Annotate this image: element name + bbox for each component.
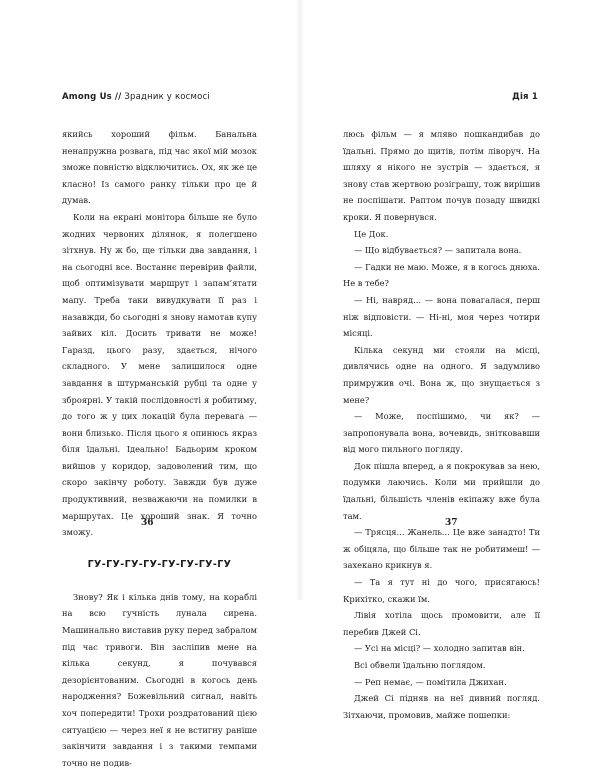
paragraph: Всі обвели їдальню поглядом. [354, 660, 486, 670]
paragraph: Це Док. [354, 228, 389, 239]
left-page [0, 0, 300, 768]
page-number: 36 [141, 518, 154, 528]
paragraph: якийсь хороший фільм. Банальна ненапружна розвага, під час якої мій мозок зможе повністю відключитись. Ох, як же це класно! Із самого ранку тільки про це й думав. [62, 129, 257, 206]
chapter-title: Дія 1 [512, 92, 538, 102]
paragraph: люсь фільм — я мляво пошкандибав до їдальні. Прямо до щитів, потім ліворуч. На шляху я нікого не зустрів — здається, я знову став жертвою розіграшу, тож вирішив не поспішати. Раптом почув позаду швидкі кроки. Я повернувся. [343, 129, 540, 222]
right-page [300, 0, 600, 720]
paragraph: — Та я тут ні до чого, присягаюсь! Крихітко, скажи їм. [343, 577, 540, 604]
paragraph: Знову? Як і кілька днів тому, на кораблі на всю гучність лунала сирена. Машинально виставив руку перед забралом під час тривоги. Він засліпив мене на кілька секунд, я почувався дезорієнтованим. Сьогодні в когось день народження? Божевільний сигнал, навіть хоч попередити! Трохи роздратований цією ситуацією — через неї я не встигну раніше закінчити завдання і з такими темпами точно не подив- [62, 591, 257, 768]
paragraph: — Що відбувається? — запитала вона. [354, 245, 522, 256]
paragraph: — Усі на місці? — холодно запитав він. [354, 643, 525, 654]
running-head-separator: // [114, 92, 122, 102]
paragraph: Док пішла вперед, а я покрокував за нею, подумки лаючись. Коли ми прийшли до їдальні, більшість членів екіпажу вже була там. [343, 460, 540, 521]
paragraph: — Ні, навряд... — вона повагалася, перш ніж відповісти. — Ні-ні, моя через чотири місяці. [343, 294, 540, 339]
left-text-block [62, 126, 257, 771]
section-heading: ГУ-ГУ-ГУ-ГУ-ГУ-ГУ-ГУ-ГУ [87, 558, 232, 570]
paragraph: Джей Сі підняв на неї дивний погляд. Зітхаючи, промовив, майже пошепки: [343, 693, 540, 720]
page-number: 37 [445, 518, 458, 528]
paragraph: — Реп немає, — помітила Джихан. [354, 676, 507, 687]
book-title: Зрадник у космосі [124, 92, 210, 102]
left-running-head [62, 92, 210, 102]
series-title: Among Us [62, 92, 112, 102]
paragraph: Лівія хотіла щось промовити, але її перебив Джей Сі. [343, 610, 540, 637]
right-text-block [343, 126, 540, 723]
paragraph: — Трясця... Жанель... Це вже занадто! Ти ж обіцяла, що більше так не робитимеш! — захекано крикнув я. [343, 527, 540, 571]
paragraph: Кілька секунд ми стояли на місці, дивлячись одне на одного. Я задумливо примружив очі. Вона ж, що знущається з мене? [343, 344, 540, 405]
right-running-head [512, 92, 538, 102]
paragraph: — Може, поспішимо, чи як? — запропонувала вона, вочевидь, знітковавши від мого пильного погляду. [343, 411, 540, 455]
paragraph: Коли на екрані монітора більше не було жодних червоних ділянок, я полегшено зітхнув. Ну ж бо, ще тільки два завдання, і на сьогодні все. Востаннє перевірив файли, щоб оптимізувати маршрут і запам’ятати мапу. Треба таки вивудкувати її раз і назавжди, бо сьогодні я знову намотав купу зайвих кіл. Досить тривати не може! Гаразд, цього разу, здається, нічого складного. У мене залишилося одне завдання в штурманській рубці та одне у зброярні. У такій послідовності я робитиму, до того ж у цих локацій була перевага — вони близько. Після цього я опинюсь якраз біля їдальні. Ідеально! Бадьорим кроком вийшов у коридор, задоволений тим, що скоро закінчу роботу. Завжди був дуже продуктивний, незважаючи на помилки в маршрутах. Це хороший знак. Я точно зможу. [62, 211, 257, 538]
paragraph: — Гадки не маю. Може, я в когось днюха. Не в тебе? [343, 261, 540, 289]
